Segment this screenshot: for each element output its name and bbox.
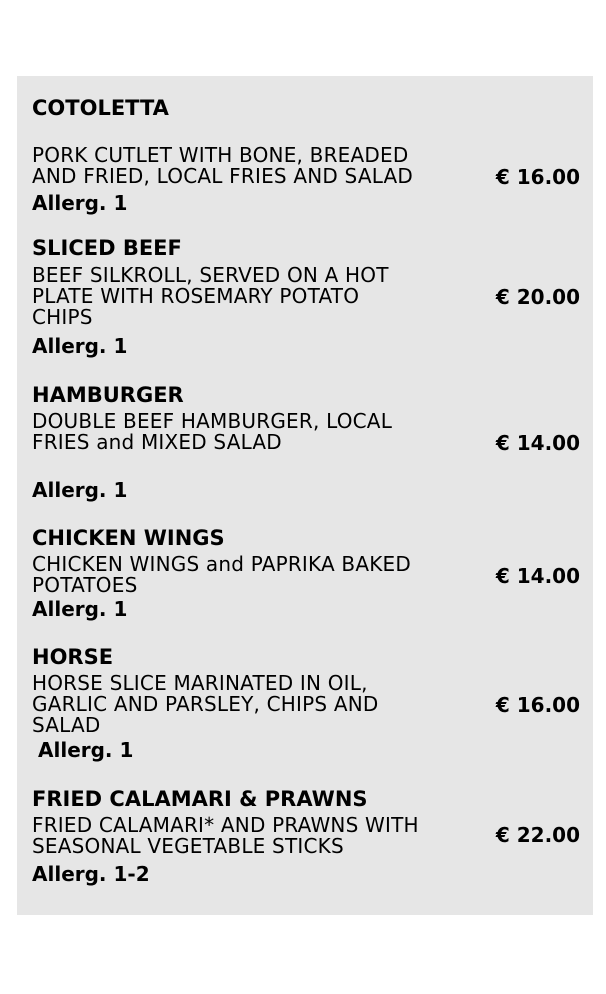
item-allergens: Allerg. 1-2 — [32, 862, 150, 886]
item-price: € 14.00 — [495, 431, 580, 455]
menu-item-fried-calamari-prawns — [32, 787, 580, 897]
item-name: FRIED CALAMARI & PRAWNS — [32, 787, 368, 811]
item-allergens: Allerg. 1 — [38, 738, 134, 762]
menu-item-horse — [32, 645, 580, 770]
item-description: BEEF SILKROLL, SERVED ON A HOT PLATE WITH ROSEMARY POTATO CHIPS — [32, 263, 389, 329]
item-allergens: Allerg. 1 — [32, 597, 128, 621]
menu-item-hamburger — [32, 383, 580, 503]
item-allergens: Allerg. 1 — [32, 191, 128, 215]
menu-item-chicken-wings — [32, 526, 580, 626]
item-price: € 20.00 — [495, 285, 580, 309]
item-description: PORK CUTLET WITH BONE, BREADED AND FRIED, LOCAL FRIES AND SALAD — [32, 143, 413, 188]
item-price: € 16.00 — [495, 165, 580, 189]
item-name: SLICED BEEF — [32, 236, 182, 260]
item-price: € 22.00 — [495, 823, 580, 847]
menu-item-cotoletta — [32, 96, 580, 215]
item-name: HORSE — [32, 645, 114, 669]
item-allergens: Allerg. 1 — [32, 334, 128, 358]
item-description: HORSE SLICE MARINATED IN OIL, GARLIC AND PARSLEY, CHIPS AND SALAD — [32, 671, 379, 737]
menu-card — [17, 76, 593, 915]
item-name: HAMBURGER — [32, 383, 184, 407]
item-price: € 16.00 — [495, 693, 580, 717]
item-name: CHICKEN WINGS — [32, 526, 225, 550]
menu-item-sliced-beef — [32, 236, 580, 366]
item-name: COTOLETTA — [32, 96, 169, 120]
item-description: CHICKEN WINGS and PAPRIKA BAKED POTATOES — [32, 552, 411, 597]
item-allergens: Allerg. 1 — [32, 478, 128, 502]
item-price: € 14.00 — [495, 564, 580, 588]
item-description: FRIED CALAMARI* AND PRAWNS WITH SEASONAL VEGETABLE STICKS — [32, 813, 419, 858]
item-description: DOUBLE BEEF HAMBURGER, LOCAL FRIES and MIXED SALAD — [32, 409, 393, 454]
